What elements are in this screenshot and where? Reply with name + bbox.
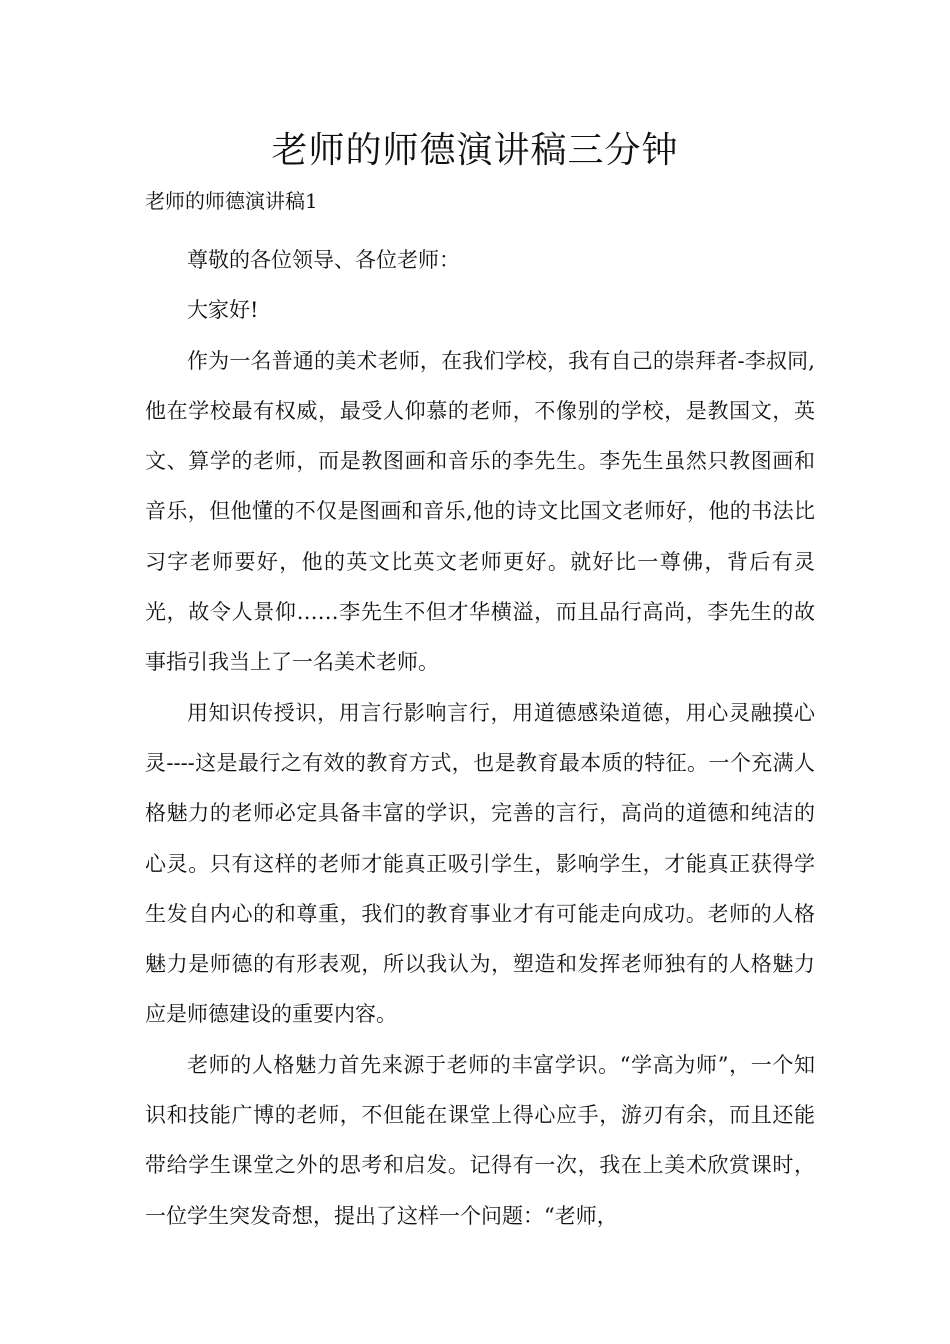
paragraph-2: 用知识传授识，用言行影响言行，用道德感染道德，用心灵融摸心灵----这是最行之有效的教育方式，也是教育最本质的特征。一个充满人格魅力的老师必定具备丰富的学识，完善的言行，高尚的道德和纯洁的心灵。只有这样的老师才能真正吸引学生，影响学生，才能真正获得学生发自内心的和尊重，我们的教育事业才有可能走向成功。老师的人格魅力是师德的有形表观，所以我认为，塑造和发挥老师独有的人格魅力应是师德建设的重要内容。: [145, 700, 815, 1027]
paragraph-hello: 大家好!: [187, 298, 259, 323]
document-title: 老师的师德演讲稿三分钟: [271, 130, 679, 171]
paragraph-1: 作为一名普通的美术老师，在我们学校，我有自己的崇拜者-李叔同,他在学校最有权威，最受人仰慕的老师，不像别的学校，是教国文，英文、算学的老师，而是教图画和音乐的李先生。李先生虽然只教图画和音乐，但他懂的不仅是图画和音乐,他的诗文比国文老师好，他的书法比习字老师要好，他的英文比英文老师更好。就好比一尊佛，背后有灵光，故令人景仰……李先生不但才华横溢，而且品行高尚，李先生的故事指引我当上了一名美术老师。: [145, 348, 815, 675]
paragraph-3: 老师的人格魅力首先来源于老师的丰富学识。“学高为师”，一个知识和技能广博的老师，不但能在课堂上得心应手，游刃有余，而且还能带给学生课堂之外的思考和启发。记得有一次，我在上美术欣赏课时，一位学生突发奇想，提出了这样一个问题：“老师，: [145, 1052, 815, 1228]
document-body: [145, 235, 815, 1241]
paragraph-greeting: 尊敬的各位领导、各位老师：: [187, 248, 460, 272]
document-subtitle: 老师的师德演讲稿1: [145, 189, 318, 213]
